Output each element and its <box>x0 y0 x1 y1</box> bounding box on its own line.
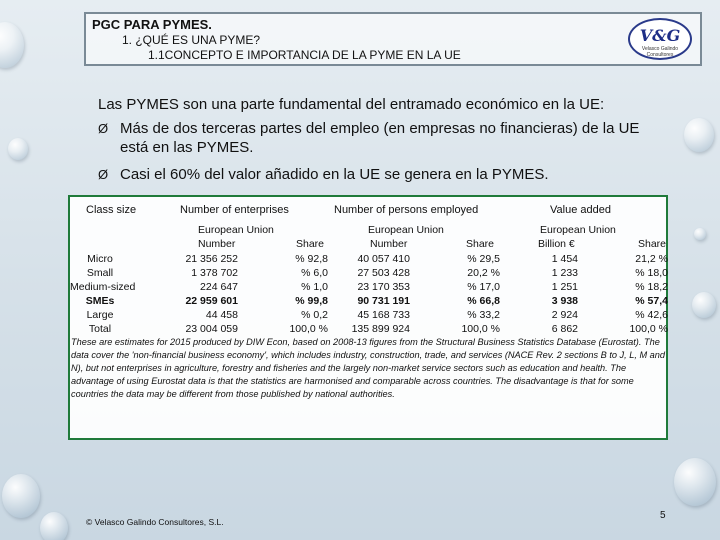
water-drop-decoration <box>674 458 716 506</box>
table-cell-ent-num: 22 959 601 <box>185 295 238 307</box>
table-cell-per-num: 135 899 924 <box>351 323 410 335</box>
table-cell-val-num: 3 938 <box>551 295 578 307</box>
water-drop-decoration <box>692 292 716 318</box>
table-cell-val-share: % 18,0 <box>635 267 668 279</box>
bullet-employment <box>98 119 698 157</box>
column-header-value-added: Value added <box>550 204 611 216</box>
table-cell-per-num: 90 731 191 <box>357 295 410 307</box>
subheader-eu: European Union <box>368 224 444 236</box>
subheader-share: Share <box>466 238 495 250</box>
table-cell-label: Large <box>86 309 114 321</box>
bullet-text: Más de dos terceras partes del empleo (en empresas no financieras) de la UE <box>120 120 640 137</box>
water-drop-decoration <box>2 474 40 518</box>
page-title: PGC PARA PYMES. <box>92 17 212 32</box>
table-cell-val-num: 1 454 <box>551 253 578 265</box>
table-cell-label: Micro <box>87 253 113 265</box>
arrow-bullet-icon: Ø <box>98 167 109 182</box>
table-cell-val-share: % 42,6 <box>635 309 668 321</box>
table-cell-per-share: % 29,5 <box>467 253 500 265</box>
table-cell-ent-num: 23 004 059 <box>185 323 238 335</box>
subheader-share: Share <box>638 238 667 250</box>
water-drop-decoration <box>8 138 28 160</box>
table-cell-per-num: 23 170 353 <box>357 281 410 293</box>
arrow-bullet-icon: Ø <box>98 121 109 136</box>
table-cell-per-num: 45 168 733 <box>357 309 410 321</box>
subheader-eu: European Union <box>198 224 274 236</box>
table-cell-val-share: % 18,2 <box>635 281 668 293</box>
column-header-persons: Number of persons employed <box>334 204 479 216</box>
water-drop-decoration <box>0 22 24 68</box>
table-cell-per-share: % 17,0 <box>467 281 500 293</box>
table-cell-val-num: 2 924 <box>551 309 578 321</box>
table-cell-ent-share: % 92,8 <box>295 253 328 265</box>
intro-text: Las PYMES son una parte fundamental del entramado económico en la UE: <box>98 96 605 113</box>
page-number: 5 <box>660 510 666 521</box>
subheader-share: Share <box>296 238 325 250</box>
column-header-enterprises: Number of enterprises <box>180 204 289 216</box>
bullet-value-added <box>98 165 549 184</box>
bullet-text-continued: está en las PYMES. <box>120 139 254 156</box>
bullet-text: Casi el 60% del valor añadido en la UE se genera en la PYMES. <box>120 166 549 183</box>
table-cell-per-share: 20,2 % <box>467 267 500 279</box>
table-cell-val-share: 100,0 % <box>629 323 668 335</box>
water-drop-decoration <box>694 228 706 240</box>
logo-subtext: Velasco Galindo Consultores <box>641 46 679 58</box>
subsection-title: 1.1CONCEPTO E IMPORTANCIA DE LA PYME EN LA UE <box>148 48 461 62</box>
table-cell-per-share: % 66,8 <box>467 295 500 307</box>
subheader-eu: European Union <box>540 224 616 236</box>
table-cell-ent-share: % 6,0 <box>301 267 328 279</box>
table-cell-label: Medium-sized <box>70 281 136 293</box>
table-cell-ent-num: 44 458 <box>205 309 238 321</box>
table-footnote: These are estimates for 2015 produced by DIW Econ, based on 2008-13 figures from the Structural Business Statistics Database (Eurostat). The data cover the 'non-financial business economy', which includes industry, construction, trade, and services (NACE Rev. 2 sections B to J, L, M and N), but not enterprises in agriculture, forestry and fisheries and the largely non-market service sectors such as education and health. The advantage of using Eurostat data is that the statistics are harmonised and comparable across countries. The disadvantage is that for some countries the data may be different from those published by national authorities. <box>71 337 666 399</box>
table-cell-ent-num: 1 378 702 <box>191 267 238 279</box>
table-cell-per-share: 100,0 % <box>461 323 500 335</box>
table-cell-val-share: 21,2 % <box>635 253 668 265</box>
subheader-number: Number <box>198 238 236 250</box>
table-cell-label: Small <box>86 267 114 279</box>
copyright-footer: © Velasco Galindo Consultores, S.L. <box>86 517 224 527</box>
company-logo <box>628 18 692 60</box>
table-cell-val-share: % 57,4 <box>635 295 668 307</box>
table-cell-ent-share: % 0,2 <box>301 309 328 321</box>
subheader-billion: Billion € <box>538 238 575 250</box>
column-header-class-size: Class size <box>86 204 137 216</box>
table-cell-per-num: 27 503 428 <box>357 267 410 279</box>
sme-statistics-table <box>68 195 668 440</box>
title-box <box>84 12 702 66</box>
table-cell-val-num: 1 233 <box>551 267 578 279</box>
logo-text: V&G <box>639 26 681 45</box>
table-cell-ent-share: 100,0 % <box>289 323 328 335</box>
table-cell-ent-num: 21 356 252 <box>185 253 238 265</box>
section-title: 1. ¿QUÉ ES UNA PYME? <box>122 33 261 47</box>
table-cell-ent-share: % 1,0 <box>301 281 328 293</box>
table-cell-val-num: 6 862 <box>551 323 578 335</box>
table-cell-per-share: % 33,2 <box>467 309 500 321</box>
table-cell-ent-share: % 99,8 <box>295 295 328 307</box>
subheader-number: Number <box>370 238 408 250</box>
table-cell-label: SMEs <box>85 295 115 307</box>
table-cell-val-num: 1 251 <box>551 281 578 293</box>
table-cell-label: Total <box>88 323 112 335</box>
water-drop-decoration <box>40 512 68 540</box>
table-cell-per-num: 40 057 410 <box>357 253 410 265</box>
table-cell-ent-num: 224 647 <box>200 281 238 293</box>
